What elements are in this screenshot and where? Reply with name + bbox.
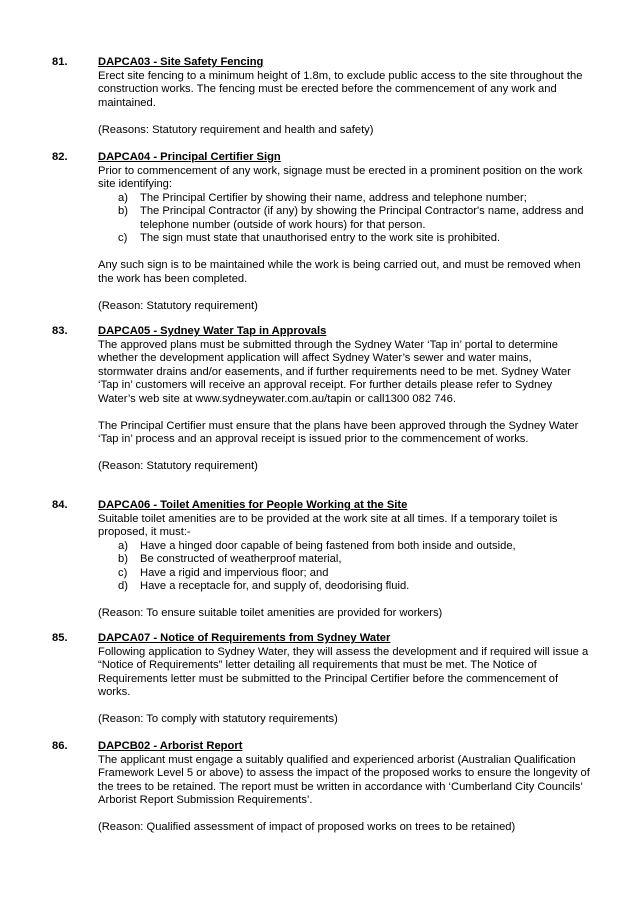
condition-title: DAPCA04 - Principal Certifier Sign bbox=[98, 151, 281, 163]
list-item bbox=[98, 580, 590, 594]
condition-number: 82. bbox=[52, 151, 68, 163]
list-item bbox=[98, 567, 590, 581]
list-item bbox=[98, 553, 590, 567]
condition-reason: (Reason: Statutory requirement) bbox=[98, 460, 258, 472]
list-item-text: The sign must state that unauthorised entry to the work site is prohibited. bbox=[140, 232, 501, 244]
list-marker: b) bbox=[118, 205, 128, 217]
condition-body bbox=[98, 499, 590, 621]
list-item bbox=[98, 192, 590, 206]
condition-list bbox=[98, 540, 590, 594]
list-marker: a) bbox=[118, 539, 128, 552]
condition-intro: Suitable toilet amenities are to be provided at the work site at all times. If a temporary toilet is proposed, it must:- bbox=[98, 512, 558, 538]
list-item-text: The Principal Certifier by showing their name, address and telephone number; bbox=[140, 191, 527, 204]
list-item bbox=[98, 540, 590, 554]
condition-body bbox=[98, 56, 590, 137]
list-item-text: Have a receptacle for, and supply of, deodorising fluid. bbox=[140, 580, 410, 592]
condition-title: DAPCA07 - Notice of Requirements from Sydney Water bbox=[98, 632, 391, 644]
condition-reason: (Reason: To ensure suitable toilet amenities are provided for workers) bbox=[98, 607, 443, 619]
list-marker: d) bbox=[118, 580, 128, 592]
list-item bbox=[98, 205, 590, 232]
list-marker: c) bbox=[118, 232, 128, 244]
condition-reason: (Reason: To comply with statutory requirements) bbox=[98, 713, 338, 725]
condition-body bbox=[98, 151, 590, 313]
condition-body bbox=[98, 632, 590, 727]
list-item-text: Be constructed of weatherproof material, bbox=[140, 553, 342, 565]
condition-intro: Prior to commencement of any work, signage must be erected in a prominent position on the work site identifying: bbox=[98, 164, 583, 190]
condition-paragraph: The Principal Certifier must ensure that the plans have been approved through the Sydney Water ‘Tap in’ process and an approval receipt is issued prior to the commencement of works. bbox=[98, 419, 579, 445]
condition-title: DAPCB02 - Arborist Report bbox=[98, 740, 243, 752]
condition-number: 84. bbox=[52, 499, 68, 511]
condition-number: 81. bbox=[52, 56, 68, 68]
condition-paragraph: The applicant must engage a suitably qualified and experienced arborist (Australian Qualification Framework Level 5 or above) to assess the impact of the proposed works to ensure the longevity of the trees to be retained. The report must be written in accordance with ‘Cumberland City Councils’ Arborist Report Submission Requirements’. bbox=[98, 753, 590, 806]
condition-list bbox=[98, 192, 590, 246]
condition-body bbox=[98, 325, 590, 474]
condition-number: 83. bbox=[52, 325, 68, 337]
condition-paragraph: Erect site fencing to a minimum height of 1.8m, to exclude public access to the site throughout the construction works. The fencing must be erected before the commencement of any work and maintained. bbox=[98, 69, 583, 109]
condition-reason: (Reason: Statutory requirement) bbox=[98, 299, 258, 312]
list-item-text: The Principal Contractor (if any) by showing the Principal Contractor's name, address and telephone number (outside of work hours) for that person. bbox=[140, 205, 584, 231]
condition-paragraph: Following application to Sydney Water, they will assess the development and if required will issue a “Notice of Requirements” letter detailing all requirements that must be met. The Notice of Requirements letter must be submitted to the Principal Certifier before the commencement of works. bbox=[98, 645, 589, 698]
list-marker: c) bbox=[118, 566, 128, 579]
list-marker: a) bbox=[118, 191, 128, 204]
condition-title: DAPCA03 - Site Safety Fencing bbox=[98, 56, 264, 68]
condition-title: DAPCA06 - Toilet Amenities for People Working at the Site bbox=[98, 499, 408, 511]
condition-body bbox=[98, 740, 590, 835]
condition-number: 85. bbox=[52, 632, 68, 644]
condition-title: DAPCA05 - Sydney Water Tap in Approvals bbox=[98, 325, 327, 337]
condition-paragraph: Any such sign is to be maintained while the work is being carried out, and must be removed when the work has been completed. bbox=[98, 259, 581, 285]
list-item-text: Have a hinged door capable of being fastened from both inside and outside, bbox=[140, 539, 516, 552]
list-item bbox=[98, 232, 590, 246]
list-marker: b) bbox=[118, 553, 128, 565]
condition-reason: (Reason: Qualified assessment of impact of proposed works on trees to be retained) bbox=[98, 821, 516, 833]
condition-number: 86. bbox=[52, 740, 68, 752]
condition-paragraph: The approved plans must be submitted through the Sydney Water ‘Tap in’ portal to determine whether the development application will affect Sydney Water’s sewer and water mains, stormwater drains and/or easements, and if further requirements need to be met. Sydney Water ‘Tap in’ customers will receive an approval receipt. For further details please refer to Sydney Water’s web site at www.sydneywater.com.au/tapin or call1300 082 746. bbox=[98, 338, 571, 405]
list-item-text: Have a rigid and impervious floor; and bbox=[140, 566, 329, 579]
condition-reason: (Reasons: Statutory requirement and health and safety) bbox=[98, 123, 374, 136]
